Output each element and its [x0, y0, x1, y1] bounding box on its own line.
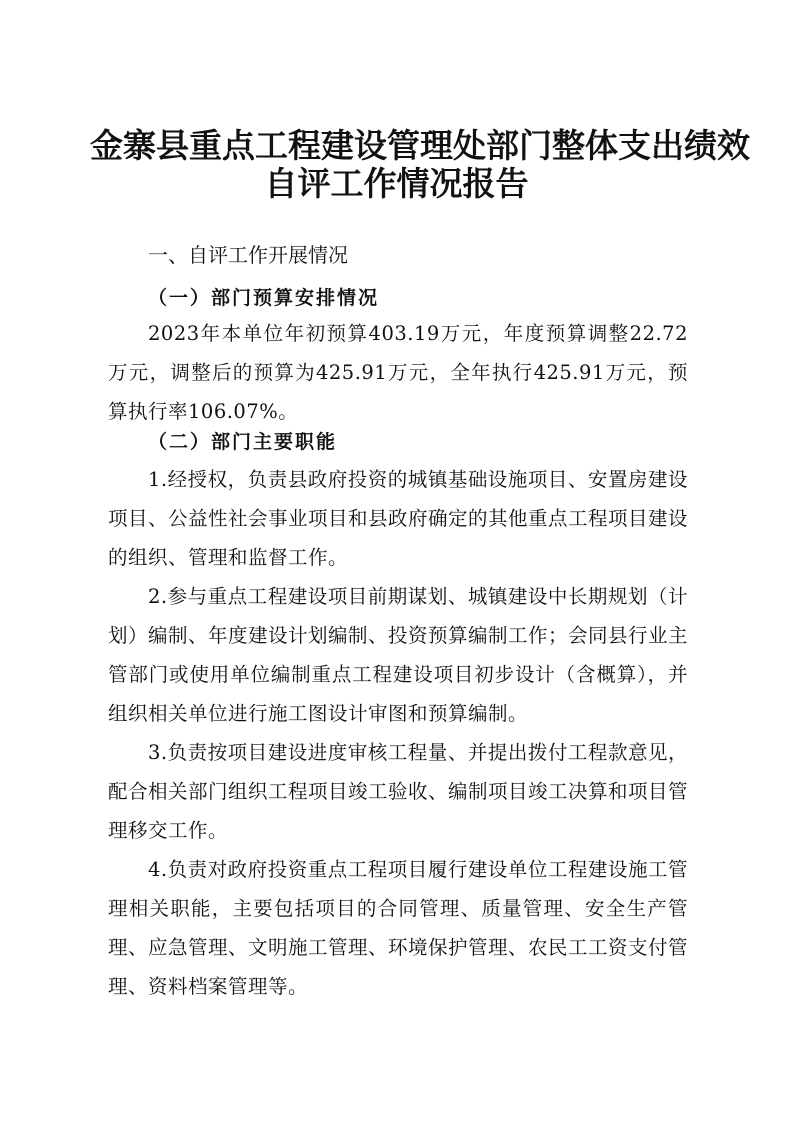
function-item-4: 4.负责对政府投资重点工程项目履行建设单位工程建设施工管理相关职能，主要包括项目的合同管理、质量管理、安全生产管理、应急管理、文明施工管理、环境保护管理、农民工工资支付管理、资料档案管理等。	[108, 858, 689, 998]
function-item-1: 1.经授权，负责县政府投资的城镇基础设施项目、安置房建设项目、公益性社会事业项目和县政府确定的其他重点工程项目建设的组织、管理和监督工作。	[108, 468, 689, 569]
document-title-line-1: 金寨县重点工程建设管理处部门整体支出绩效	[90, 126, 750, 165]
document-title-line-2: 自评工作情况报告	[264, 164, 529, 203]
function-item-2: 2.参与重点工程建设项目前期谋划、城镇建设中长期规划（计划）编制、年度建设计划编制、投资预算编制工作；会同县行业主管部门或使用单位编制重点工程建设项目初步设计（含概算），并组织相关单位进行施工图设计审图和预算编制。	[108, 585, 689, 725]
subsection-heading-functions: （二）部门主要职能	[148, 431, 338, 453]
section-heading-self-evaluation: 一、自评工作开展情况	[148, 243, 348, 267]
function-item-3: 3.负责按项目建设进度审核工程量、并提出拨付工程款意见，配合相关部门组织工程项目竣工验收、编制项目竣工决算和项目管理移交工作。	[108, 741, 689, 842]
budget-paragraph: 2023年本单位年初预算403.19万元，年度预算调整22.72万元，调整后的预算为425.91万元，全年执行425.91万元，预算执行率106.07%。	[108, 322, 688, 423]
subsection-heading-budget: （一）部门预算安排情况	[148, 287, 380, 309]
